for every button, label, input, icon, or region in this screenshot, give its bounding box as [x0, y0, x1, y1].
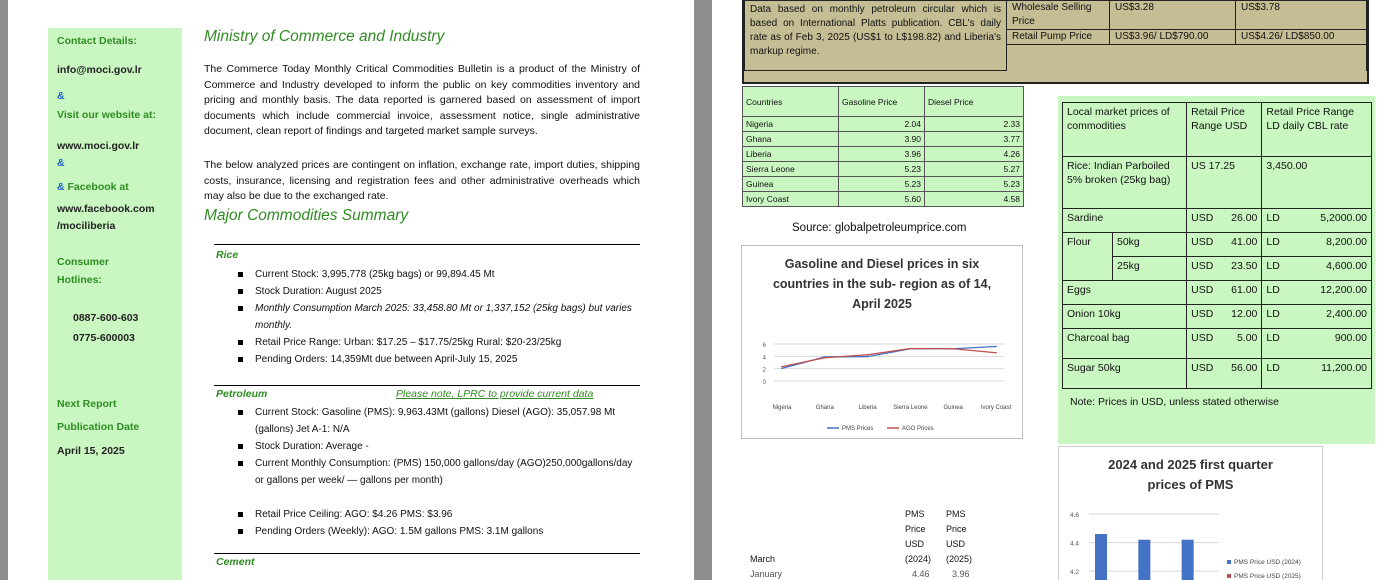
list-item: Current Stock: Gasoline (PMS): 9,963.43Mt (gallons) Diesel (AGO): 35,057.98 Mt (gallons) Jet A-1: N/A [238, 404, 638, 438]
list-item: Pending Orders: 14,359Mt due between April-July 15, 2025 [238, 351, 638, 368]
table-row: Eggs USD 61.00 LD 12,200.00 [1063, 281, 1372, 305]
table-header: Countries [743, 87, 839, 117]
table-cell: US$3.28 [1110, 1, 1236, 30]
legend-label: PMS Prices [842, 426, 874, 432]
data-point [995, 346, 997, 348]
table-row: Nigeria 2.04 2.33 [743, 117, 1024, 132]
website-link[interactable]: www.moci.gov.lr [57, 140, 140, 152]
intro-paragraph: The Commerce Today Monthly Critical Commodities Bulletin is a product of the Ministry of Commerce and Industry developed to inform the public on key commodities inventory and pricing and monthly basis. The data reported is garnered based on assessment of import documents which include commercial invoice, assessment notice, single administrative document, clean report of findings and targeted market sample surveys. [204, 63, 640, 138]
pms-col-2025: PMS Price USD (2025) [946, 509, 973, 564]
local-market-panel [1058, 96, 1375, 444]
data-point [995, 352, 997, 354]
list-item: Current Stock: 3,995,778 (25kg bags) or 99,894.45 Mt [238, 266, 638, 283]
y-tick-label: 0 [762, 380, 766, 386]
table-header: Local market prices of commodities [1063, 103, 1187, 157]
table-row: Ghana 3.90 3.77 [743, 132, 1024, 147]
petroleum-bullets [238, 404, 638, 540]
legend-swatch [1227, 560, 1231, 564]
data-point [824, 357, 826, 359]
line-chart-plot [742, 246, 1024, 440]
table-row: Charcoal bag USD 5.00 LD 900.00 [1063, 329, 1372, 359]
bulletin-page-1 [8, 0, 694, 580]
table-cell: Wholesale Selling Price [1007, 1, 1110, 30]
pms-value: 4.46 [912, 569, 930, 579]
hotline-number[interactable]: 0775-600003 [73, 332, 135, 344]
data-point [781, 366, 783, 368]
table-row: 25kg USD 23.50 LD 4,600.00 [1063, 257, 1372, 281]
bar-chart [1058, 446, 1323, 580]
legend-label: PMS Price USD (2025) [1234, 573, 1301, 580]
cement-heading: Cement [216, 556, 255, 568]
ampersand: & [57, 157, 65, 169]
x-tick-label: Ivory Coast [980, 405, 1012, 411]
bar-chart-plot [1059, 447, 1324, 580]
data-point [781, 368, 783, 370]
next-report-label: Next Report [57, 398, 117, 410]
x-tick-label: Sierra Leone [893, 405, 928, 411]
chart-title: 2024 and 2025 first quarter prices of PMS [1108, 457, 1273, 492]
legend-swatch [1227, 574, 1231, 578]
table-header: Gasoline Price [839, 87, 925, 117]
y-tick-label: 4.2 [1069, 569, 1079, 577]
line-chart [741, 245, 1023, 439]
rice-heading: Rice [216, 249, 239, 261]
data-point [867, 354, 869, 356]
contact-label: Contact Details: [57, 35, 137, 47]
country-price-table [742, 86, 1024, 207]
table-row: Guinea 5.23 5.23 [743, 177, 1024, 192]
pms-row-label: March [750, 554, 776, 564]
data-note: Data based on monthly petroleum circular which is based on International Platts publication. CBL's daily rate as of Feb 3, 2025 (US$1 to L$198.82) and Liberia's markup regime. [745, 1, 1007, 71]
table-row: Sugar 50kg USD 56.00 LD 11,200.00 [1063, 359, 1372, 389]
series-line-ago-prices [782, 349, 996, 367]
legend-label: PMS Price USD (2024) [1234, 559, 1301, 566]
hotline-label-2: Hotlines: [57, 274, 102, 286]
table-cell: US$3.78 [1236, 1, 1367, 30]
facebook-link[interactable]: www.facebook.com [57, 203, 155, 215]
table-cell: US$4.26/ LD$850.00 [1236, 30, 1367, 45]
bar-march-0 [1095, 534, 1107, 580]
x-tick-label: Guinea [943, 405, 963, 411]
y-tick-label: 6 [762, 343, 766, 349]
pms-value: 3.96 [952, 569, 970, 579]
visit-label: Visit our website at: [57, 109, 156, 121]
facebook-label: & Facebook at [57, 181, 129, 193]
pms-col-2024: PMS Price USD (2024) [905, 509, 932, 564]
list-item: Monthly Consumption March 2025: 33,458.80 Mt or 1,337,152 (25kg bags) but varies monthly. [238, 300, 638, 334]
table-row: Ivory Coast 5.60 4.58 [743, 192, 1024, 207]
bar-february-0 [1138, 540, 1150, 580]
chart-title: Gasoline and Diesel prices in six countries in the sub- region as of 14, April 2025 [772, 257, 992, 311]
next-report-date: April 15, 2025 [57, 445, 125, 457]
petroleum-heading: Petroleum [216, 388, 268, 400]
rice-bullets [238, 266, 638, 368]
ministry-heading: Ministry of Commerce and Industry [204, 28, 445, 45]
table-cell: Retail Pump Price [1007, 30, 1110, 45]
y-tick-label: 2 [762, 367, 766, 374]
list-item: Current Monthly Consumption: (PMS) 150,000 gallons/day (AGO)250,000gallons/day or gallons per week/ — gallons per month) [238, 455, 638, 506]
hotline-number[interactable]: 0887-600-603 [73, 312, 139, 324]
contact-sidebar [48, 28, 182, 580]
y-tick-label: 4.4 [1069, 540, 1079, 548]
list-item: Retail Price Range: Urban: $17.25 – $17.75/25kg Rural: $20-23/25kg [238, 334, 638, 351]
table-row: Sardine USD 26.00 LD 5,2000.00 [1063, 209, 1372, 233]
data-point [952, 348, 954, 350]
x-tick-label: Nigeria [772, 405, 792, 411]
table-row: Liberia 3.96 4.26 [743, 147, 1024, 162]
table-header: Retail Price Range LD daily CBL rate [1262, 103, 1372, 157]
table-row: Flour 50kg USD 41.00 LD 8,200.00 [1063, 233, 1372, 257]
divider [214, 385, 640, 386]
divider [214, 244, 640, 245]
local-market-table [1062, 102, 1372, 389]
pms-row-label: January [750, 569, 783, 579]
petroleum-price-table [742, 0, 1369, 84]
hotline-label: Consumer [57, 256, 109, 268]
list-item: Retail Price Ceiling: AGO: $4.26 PMS: $3.96 [238, 506, 638, 523]
legend-label: AGO Prices [902, 426, 934, 432]
price-note: Note: Prices in USD, unless stated otherwise [1070, 396, 1279, 408]
petroleum-note: Please note, LPRC to provide current data [396, 388, 594, 400]
summary-heading: Major Commodities Summary [204, 207, 409, 224]
data-point [867, 356, 869, 358]
table-row: Sierra Leone 5.23 5.27 [743, 162, 1024, 177]
bulletin-page-2 [712, 0, 1400, 580]
list-item: Stock Duration: Average - [238, 438, 638, 455]
list-item: Pending Orders (Weekly): AGO: 1.5M gallons PMS: 3.1M gallons [238, 523, 638, 540]
intro-paragraph-2: The below analyzed prices are contingent on inflation, exchange rate, import duties, shipping costs, insurance, licensing and registration fees and other administrative overheads which may also be due to the exchanged rate. [204, 159, 640, 203]
divider [214, 553, 640, 554]
bar-january-0 [1182, 540, 1194, 580]
table-header: Retail Price Range USD [1187, 103, 1262, 157]
table-header: Diesel Price [925, 87, 1024, 117]
x-tick-label: Ghana [815, 405, 834, 411]
facebook-link-path[interactable]: /mociliberia [57, 220, 116, 232]
ampersand: & [57, 90, 65, 102]
y-tick-label: 4.6 [1069, 512, 1079, 519]
y-tick-label: 4 [762, 355, 766, 362]
table-row: Onion 10kg USD 12.00 LD 2,400.00 [1063, 305, 1372, 329]
email-link[interactable]: info@moci.gov.lr [57, 64, 142, 76]
next-report-label-2: Publication Date [57, 421, 140, 433]
x-tick-label: Liberia [858, 405, 877, 411]
chart-source: Source: globalpetroleumprice.com [792, 222, 967, 234]
table-cell: US$3.96/ LD$790.00 [1110, 30, 1236, 45]
table-row: Rice: Indian Parboiled 5% broken (25kg bag) US 17.25 3,450.00 [1063, 157, 1372, 209]
data-point [910, 348, 912, 350]
list-item: Stock Duration: August 2025 [238, 283, 638, 300]
